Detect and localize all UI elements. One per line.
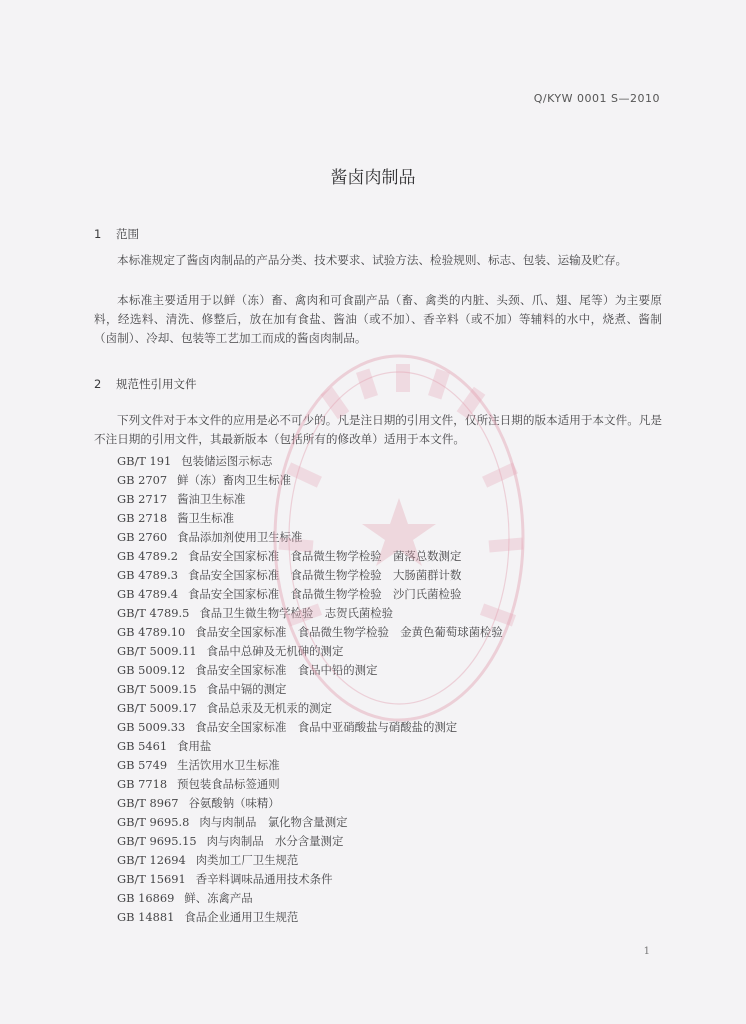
reference-code: GB/T 4789.5	[117, 606, 190, 620]
reference-code: GB/T 12694	[117, 853, 186, 867]
reference-item	[117, 851, 503, 870]
reference-item	[117, 528, 503, 547]
reference-item	[117, 794, 503, 813]
reference-title: 食用盐	[177, 739, 212, 753]
reference-code: GB/T 15691	[117, 872, 186, 886]
reference-code: GB 4789.4	[117, 587, 178, 601]
section-title: 范围	[116, 227, 139, 241]
reference-title: 肉与肉制品 水分含量测定	[206, 834, 344, 848]
reference-code: GB 14881	[117, 910, 175, 924]
reference-item	[117, 623, 503, 642]
normative-references-intro: 下列文件对于本文件的应用是必不可少的。凡是注日期的引用文件，仅所注日期的版本适用于本文件。凡是不注日期的引用文件，其最新版本（包括所有的修改单）适用于本文件。	[94, 413, 662, 446]
reference-code: GB 7718	[117, 777, 168, 791]
reference-code: GB 2717	[117, 492, 168, 506]
reference-title: 生活饮用水卫生标准	[177, 758, 280, 772]
reference-title: 食品中镉的测定	[206, 682, 287, 696]
section-2-heading	[94, 376, 197, 392]
reference-code: GB 5009.12	[117, 663, 186, 677]
reference-title: 食品总汞及无机汞的测定	[206, 701, 332, 715]
reference-code: GB 5009.33	[117, 720, 186, 734]
reference-title: 预包装食品标签通则	[177, 777, 280, 791]
reference-title: 食品安全国家标准 食品微生物学检验 沙门氏菌检验	[187, 587, 462, 601]
reference-item	[117, 642, 503, 661]
reference-item	[117, 490, 503, 509]
reference-title: 酱油卫生标准	[177, 492, 246, 506]
reference-item	[117, 471, 503, 490]
reference-item	[117, 870, 503, 889]
reference-title: 食品中总砷及无机砷的测定	[206, 644, 344, 658]
reference-title: 酱卫生标准	[177, 511, 235, 525]
reference-title: 谷氨酸钠（味精）	[188, 796, 280, 810]
reference-code: GB/T 5009.15	[117, 682, 197, 696]
reference-code: GB 2718	[117, 511, 168, 525]
reference-item	[117, 604, 503, 623]
reference-title: 食品添加剂使用卫生标准	[177, 530, 303, 544]
reference-title: 肉与肉制品 氯化物含量测定	[199, 815, 348, 829]
reference-code: GB 16869	[117, 891, 175, 905]
reference-item	[117, 699, 503, 718]
reference-list	[117, 452, 503, 927]
reference-item	[117, 832, 503, 851]
reference-title: 食品企业通用卫生规范	[184, 910, 299, 924]
reference-item	[117, 718, 503, 737]
reference-code: GB 5461	[117, 739, 168, 753]
reference-code: GB 2760	[117, 530, 168, 544]
reference-title: 食品安全国家标准 食品微生物学检验 菌落总数测定	[187, 549, 462, 563]
reference-item	[117, 680, 503, 699]
reference-code: GB 4789.3	[117, 568, 178, 582]
section-number: 2	[94, 377, 102, 391]
section-title: 规范性引用文件	[116, 377, 197, 391]
reference-title: 肉类加工厂卫生规范	[195, 853, 299, 867]
reference-code: GB/T 5009.17	[117, 701, 197, 715]
reference-item	[117, 908, 503, 927]
standard-code: Q/KYW 0001 S—2010	[533, 92, 660, 105]
section-number: 1	[94, 227, 102, 241]
reference-item	[117, 813, 503, 832]
reference-code: GB 2707	[117, 473, 168, 487]
reference-code: GB/T 8967	[117, 796, 179, 810]
reference-code: GB 4789.10	[117, 625, 186, 639]
reference-item	[117, 775, 503, 794]
reference-title: 食品安全国家标准 食品微生物学检验 金黄色葡萄球菌检验	[195, 625, 503, 639]
reference-title: 香辛料调味品通用技术条件	[195, 872, 333, 886]
reference-title: 食品卫生微生物学检验 志贺氏菌检验	[199, 606, 394, 620]
reference-item	[117, 889, 503, 908]
reference-title: 食品安全国家标准 食品中铅的测定	[195, 663, 378, 677]
page-title: 酱卤肉制品	[330, 168, 416, 188]
reference-item	[117, 566, 503, 585]
reference-item	[117, 585, 503, 604]
reference-code: GB 5749	[117, 758, 168, 772]
reference-title: 食品安全国家标准 食品微生物学检验 大肠菌群计数	[187, 568, 462, 582]
reference-item	[117, 452, 503, 471]
reference-code: GB/T 9695.15	[117, 834, 197, 848]
scope-paragraph-1: 本标准规定了酱卤肉制品的产品分类、技术要求、试验方法、检验规则、标志、包装、运输及贮存。	[117, 253, 628, 267]
scope-paragraph-2: 本标准主要适用于以鲜（冻）畜、禽肉和可食副产品（畜、禽类的内脏、头颈、爪、翅、尾等）为主要原料，经选料、清洗、修整后，放在加有食盐、酱油（或不加）、香辛料（或不加）等辅料的水中，烧煮、酱制（卤制）、冷却、包装等工艺加工而成的酱卤肉制品。	[94, 293, 662, 345]
reference-title: 食品安全国家标准 食品中亚硝酸盐与硝酸盐的测定	[195, 720, 458, 734]
section-1-heading	[94, 226, 139, 242]
reference-code: GB/T 191	[117, 454, 172, 468]
reference-code: GB 4789.2	[117, 549, 178, 563]
page-number: 1	[643, 946, 650, 957]
reference-item	[117, 737, 503, 756]
reference-item	[117, 547, 503, 566]
reference-item	[117, 756, 503, 775]
reference-title: 鲜、冻禽产品	[184, 891, 253, 905]
reference-item	[117, 661, 503, 680]
reference-title: 包装储运图示标志	[181, 454, 273, 468]
reference-code: GB/T 5009.11	[117, 644, 197, 658]
reference-item	[117, 509, 503, 528]
reference-title: 鲜（冻）畜肉卫生标准	[177, 473, 292, 487]
reference-code: GB/T 9695.8	[117, 815, 190, 829]
